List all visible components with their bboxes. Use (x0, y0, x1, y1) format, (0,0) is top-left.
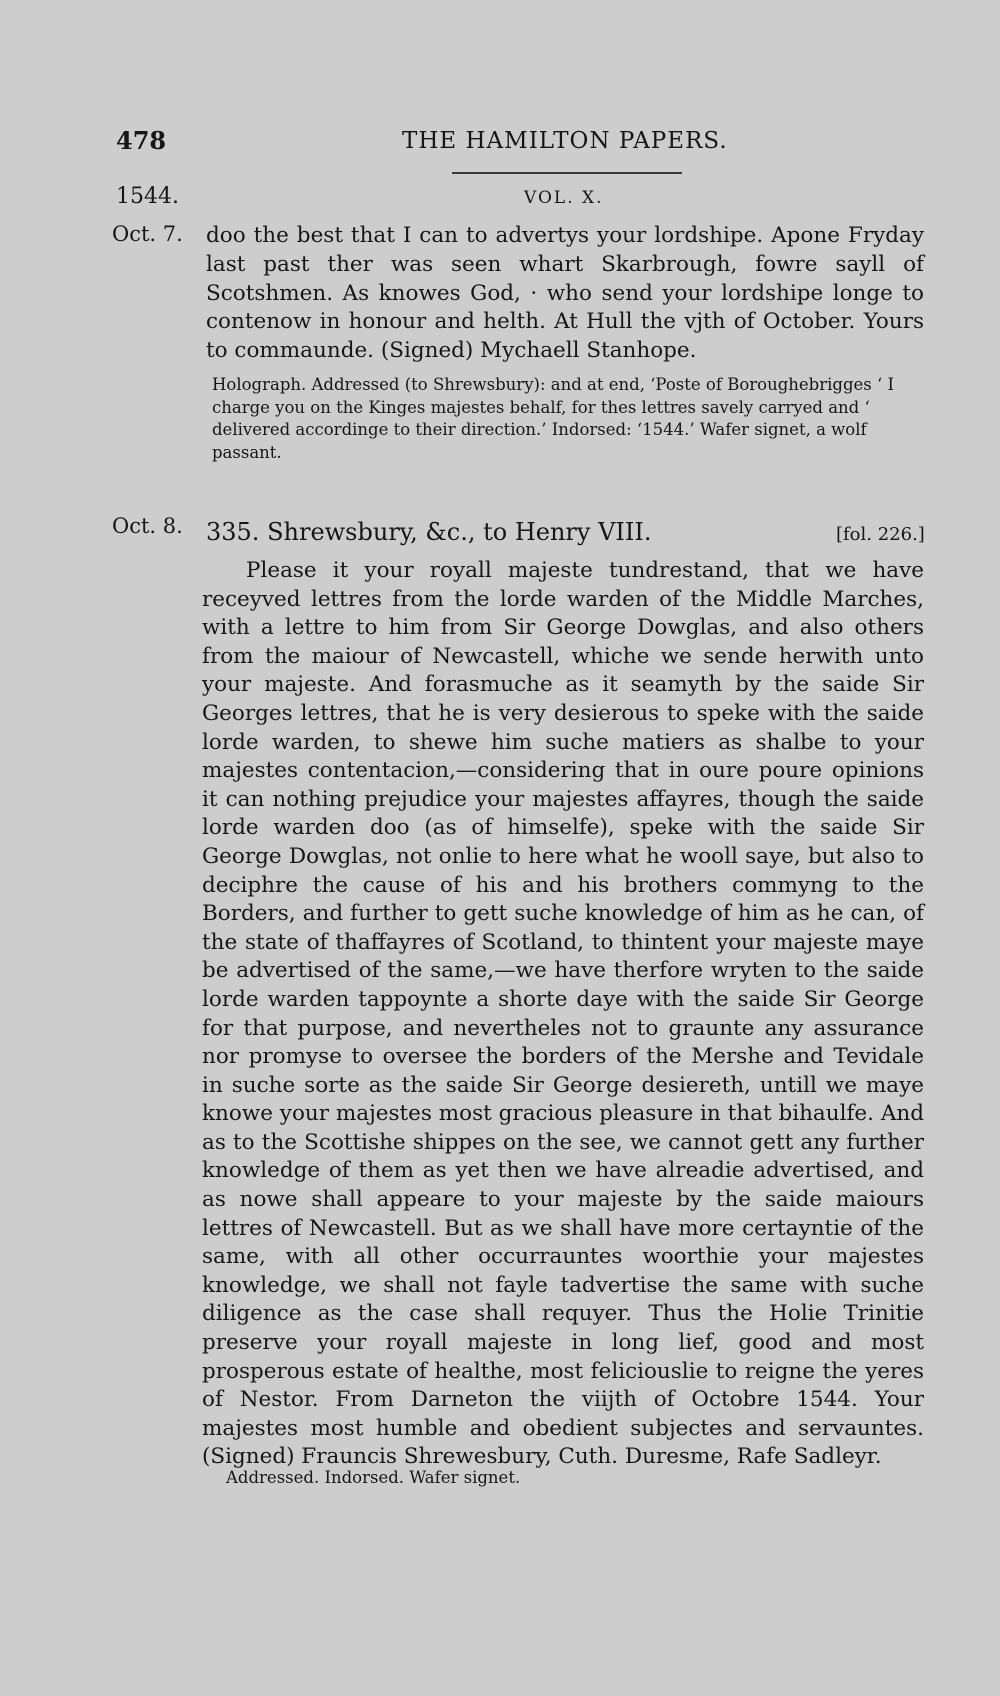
folio-reference: [fol. 226.] (836, 524, 925, 545)
entry-1-text: doo the best that I can to advertys your lordshipe. Apone Fryday last past ther was seen whart Skarbrough, fowre sayll of Scotshmen. As knowes God, · who send your lordshipe longe to contenow in honour and helth. At Hull the vjth of October. Yours to commaunde. (Signed) Mychaell Stanhope. (206, 223, 924, 364)
page-number: 478 (116, 126, 167, 155)
entry-2-note: Addressed. Indorsed. Wafer signet. (226, 1468, 521, 1487)
letter-heading: 335. Shrewsbury, &c., to Henry VIII. (206, 518, 652, 546)
entry-2-text: Please it your royall majeste tundrestand, that we have receyved lettres from the lorde warden of the Middle Marches, with a lettre to him from Sir George Dowglas, and also others from the maiour of Newcastell, whiche we sende herwith unto your majeste. And forasmuche as it seamyth by the saide Sir Georges lettres, that he is very desierous to speke with the saide lorde warden, to shewe him suche matiers as shalbe to your majestes contentacion,—considering that in oure poure opinions it can nothing prejudice your majestes affayres, though the saide lorde warden doo (as of himselfe), speke with the saide Sir George Dowglas, not onlie to here what he wooll saye, but also to deciphre the cause of his and his brothers commyng to the Borders, and further to gett suche knowledge of him as he can, of the state of thaffayres of Scotland, to thintent your majeste maye be advertised of the same,—we have therfore wryten to the saide lorde warden tappoynte a shorte daye with the saide Sir George for that purpose, and nevertheles not to graunte any assurance nor promyse to oversee the borders of the Mershe and Tevidale in suche sorte as the saide Sir George desiereth, untill we maye knowe your majestes most gracious pleasure in that bihaulfe. And as to the Scottishe shippes on the see, we cannot gett any further knowledge of them as yet then we have alreadie advertised, and as nowe shall appeare to your majeste by the saide maiours lettres of Newcastell. But as we shall have more certayntie of the same, with all other occurrauntes woorthie your majestes knowledge, we shall not fayle tadvertise the same with suche diligence as the case shall requyer. Thus the Holie Trinitie preserve your royall majeste in long lief, good and most prosperous estate of healthe, most feliciouslie to reigne the yeres of Nestor. From Darneton the viijth of Octobre 1544. Your majestes most humble and obedient subjectes and servauntes. (Signed) Fraunсis Shrewesbury, Cuth. Duresme, Rafe Sadleyr. (202, 558, 924, 1470)
margin-year: 1544. (116, 184, 179, 209)
margin-date-1: Oct. 7. (112, 222, 183, 246)
running-title: THE HAMILTON PAPERS. (402, 128, 728, 154)
entry-1-note: Holograph. Addressed (to Shrewsbury): and at end, ‘Poste of Boroughebrigges ‘ I charge you on the Kinges majestes behalf, for thes lettres savely carryed and ‘ delivered accordinge to their direction.’ Indorsed: ‘1544.’ Wafer signet, a wolf passant. (212, 375, 894, 462)
margin-date-2: Oct. 8. (112, 514, 183, 538)
title-rule (452, 172, 682, 174)
volume-label: VOL. X. (524, 188, 604, 208)
